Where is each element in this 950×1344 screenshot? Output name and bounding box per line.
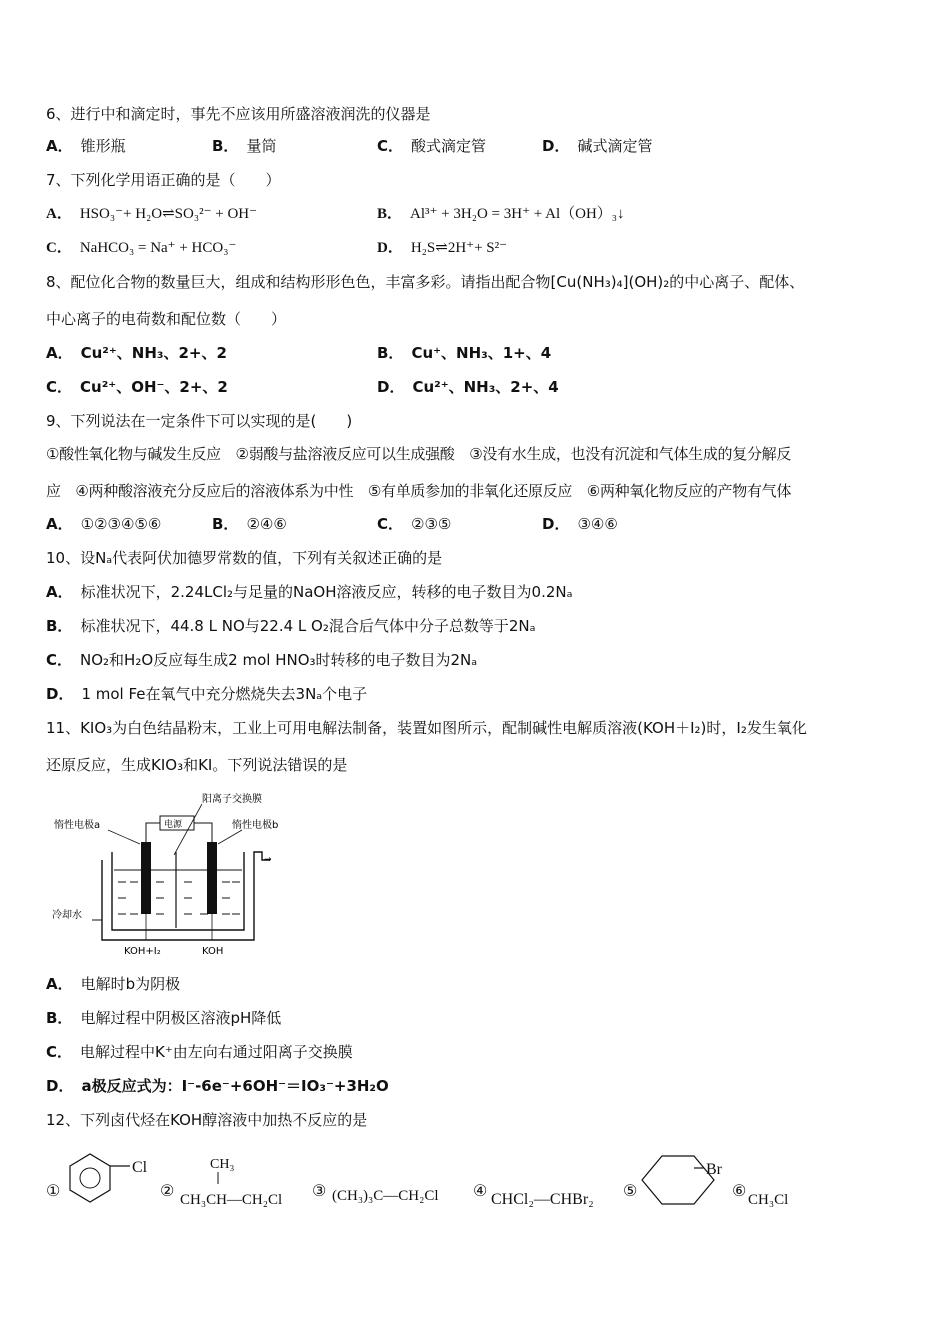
- q11-stem-line2: 还原反应，生成KIO₃和KI。下列说法错误的是: [46, 756, 348, 774]
- q8-stem-line1: 8、配位化合物的数量巨大，组成和结构形形色色，丰富多彩。请指出配合物[Cu(NH₃)₄](OH)₂的中心离子、配体、: [46, 273, 805, 291]
- q7-option-a[interactable]: A． HSO₃⁻+ H₂O⇌SO₃²⁻ + OH⁻: [46, 206, 258, 222]
- q9-option-c[interactable]: C． ②③⑤: [377, 515, 452, 533]
- membrane-label: 阳离子交换膜: [202, 794, 262, 805]
- item4-formula: CHCl₂—CHBr₂: [491, 1191, 594, 1208]
- q8-option-a[interactable]: A． Cu²⁺、NH₃、2+、2: [46, 344, 227, 362]
- q7-option-d[interactable]: D． H₂S⇌2H⁺+ S²⁻: [377, 240, 508, 256]
- left-solution-label: KOH+I₂: [124, 946, 161, 957]
- q7-stem: 7、下列化学用语正确的是（ ）: [46, 171, 281, 189]
- q6-option-b[interactable]: B． 量筒: [212, 137, 277, 155]
- q6-option-d[interactable]: D． 碱式滴定管: [542, 137, 653, 155]
- q10-option-c[interactable]: C． NO₂和H₂O反应每生成2 mol HNO₃时转移的电子数目为2Nₐ: [46, 651, 478, 669]
- q10-option-d[interactable]: D． 1 mol Fe在氧气中充分燃烧失去3Nₐ个电子: [46, 685, 368, 703]
- q11-option-d[interactable]: D． a极反应式为：I⁻-6e⁻+6OH⁻＝IO₃⁻+3H₂O: [46, 1077, 389, 1095]
- q9-option-b[interactable]: B． ②④⑥: [212, 515, 287, 533]
- q8-option-c[interactable]: C． Cu²⁺、OH⁻、2+、2: [46, 378, 228, 396]
- item4-number: ④: [473, 1183, 488, 1200]
- q12-structures: [40, 1148, 920, 1228]
- outlet-arrow: →: [264, 855, 272, 865]
- electrode-b-pointer: [218, 830, 242, 844]
- q9-statements-line2: 应 ④两种酸溶液充分反应后的溶液体系为中性 ⑤有单质参加的非氧化还原反应 ⑥两种氧化物反应的产物有气体: [46, 482, 792, 500]
- q8-option-b[interactable]: B． Cu⁺、NH₃、1+、4: [377, 344, 552, 362]
- item2-formula: CH₃CH—CH₂Cl: [180, 1192, 283, 1208]
- item5-br: Br: [706, 1161, 722, 1178]
- solution-dashes: [118, 882, 240, 914]
- item3-formula: (CH₃)₃C—CH₂Cl: [332, 1188, 439, 1204]
- benzene-ring: [70, 1154, 110, 1202]
- item3-number: ③: [312, 1183, 327, 1200]
- inner-cell: [112, 852, 244, 930]
- cooling-jacket: [102, 852, 270, 940]
- electrode-a: [141, 842, 151, 914]
- q10-option-b[interactable]: B． 标准状况下，44.8 L NO与22.4 L O₂混合后气体中分子总数等于2Nₐ: [46, 617, 536, 635]
- item6-number: ⑥: [732, 1183, 747, 1200]
- q11-option-a[interactable]: A． 电解时b为阴极: [46, 975, 181, 993]
- item2-number: ②: [160, 1183, 175, 1200]
- q11-option-b[interactable]: B． 电解过程中阴极区溶液pH降低: [46, 1009, 282, 1027]
- item1-number: ①: [46, 1183, 61, 1200]
- q9-option-a[interactable]: A． ①②③④⑤⑥: [46, 515, 162, 533]
- q6-option-a[interactable]: A． 锥形瓶: [46, 137, 126, 155]
- q12-stem: 12、下列卤代烃在KOH醇溶液中加热不反应的是: [46, 1111, 368, 1129]
- electrode-a-pointer: [108, 830, 140, 844]
- q6-option-c[interactable]: C． 酸式滴定管: [377, 137, 487, 155]
- item2-methyl: CH₃: [210, 1157, 235, 1172]
- q9-stem: 9、下列说法在一定条件下可以实现的是( ): [46, 412, 353, 430]
- item1-cl: Cl: [132, 1159, 148, 1176]
- q11-stem-line1: 11、KIO₃为白色结晶粉末，工业上可用电解法制备，装置如图所示，配制碱性电解质溶液(KOH＋I₂)时，I₂发生氧化: [46, 719, 807, 737]
- electrolysis-diagram: [52, 790, 282, 960]
- q9-option-d[interactable]: D． ③④⑥: [542, 515, 618, 533]
- q10-stem: 10、设Nₐ代表阿伏加德罗常数的值，下列有关叙述正确的是: [46, 549, 443, 567]
- electrode-a-label: 惰性电极a: [54, 820, 101, 831]
- q8-option-d[interactable]: D． Cu²⁺、NH₃、2+、4: [377, 378, 559, 396]
- q8-stem-line2: 中心离子的电荷数和配位数（ ）: [46, 310, 287, 328]
- q7-option-c[interactable]: C． NaHCO₃ = Na⁺ + HCO₃⁻: [46, 240, 237, 256]
- item6-formula: CH₃Cl: [748, 1192, 789, 1208]
- wire-right: [194, 823, 212, 842]
- cooling-water-label: 冷却水: [52, 910, 82, 921]
- item5-number: ⑤: [623, 1183, 638, 1200]
- wire-left: [146, 823, 160, 842]
- structures-svg: [40, 1148, 920, 1228]
- q9-statements-line1: ①酸性氧化物与碱发生反应 ②弱酸与盐溶液反应可以生成强酸 ③没有水生成，也没有沉淀和气体生成的复分解反: [46, 445, 792, 463]
- electrode-b-label: 惰性电极b: [232, 820, 279, 831]
- cyclohexane-ring: [642, 1156, 714, 1204]
- q7-option-b[interactable]: B． Al³⁺ + 3H₂O = 3H⁺ + Al（OH）₃↓: [377, 206, 625, 222]
- q11-option-c[interactable]: C． 电解过程中K⁺由左向右通过阳离子交换膜: [46, 1043, 353, 1061]
- q10-option-a[interactable]: A． 标准状况下，2.24LCl₂与足量的NaOH溶液反应，转移的电子数目为0.2Nₐ: [46, 583, 573, 601]
- power-label: 电源: [164, 820, 183, 830]
- electrode-b: [207, 842, 217, 914]
- electrolysis-apparatus-figure: [52, 790, 282, 960]
- q6-stem: 6、进行中和滴定时，事先不应该用所盛溶液润洗的仪器是: [46, 105, 431, 123]
- right-solution-label: KOH: [202, 946, 224, 957]
